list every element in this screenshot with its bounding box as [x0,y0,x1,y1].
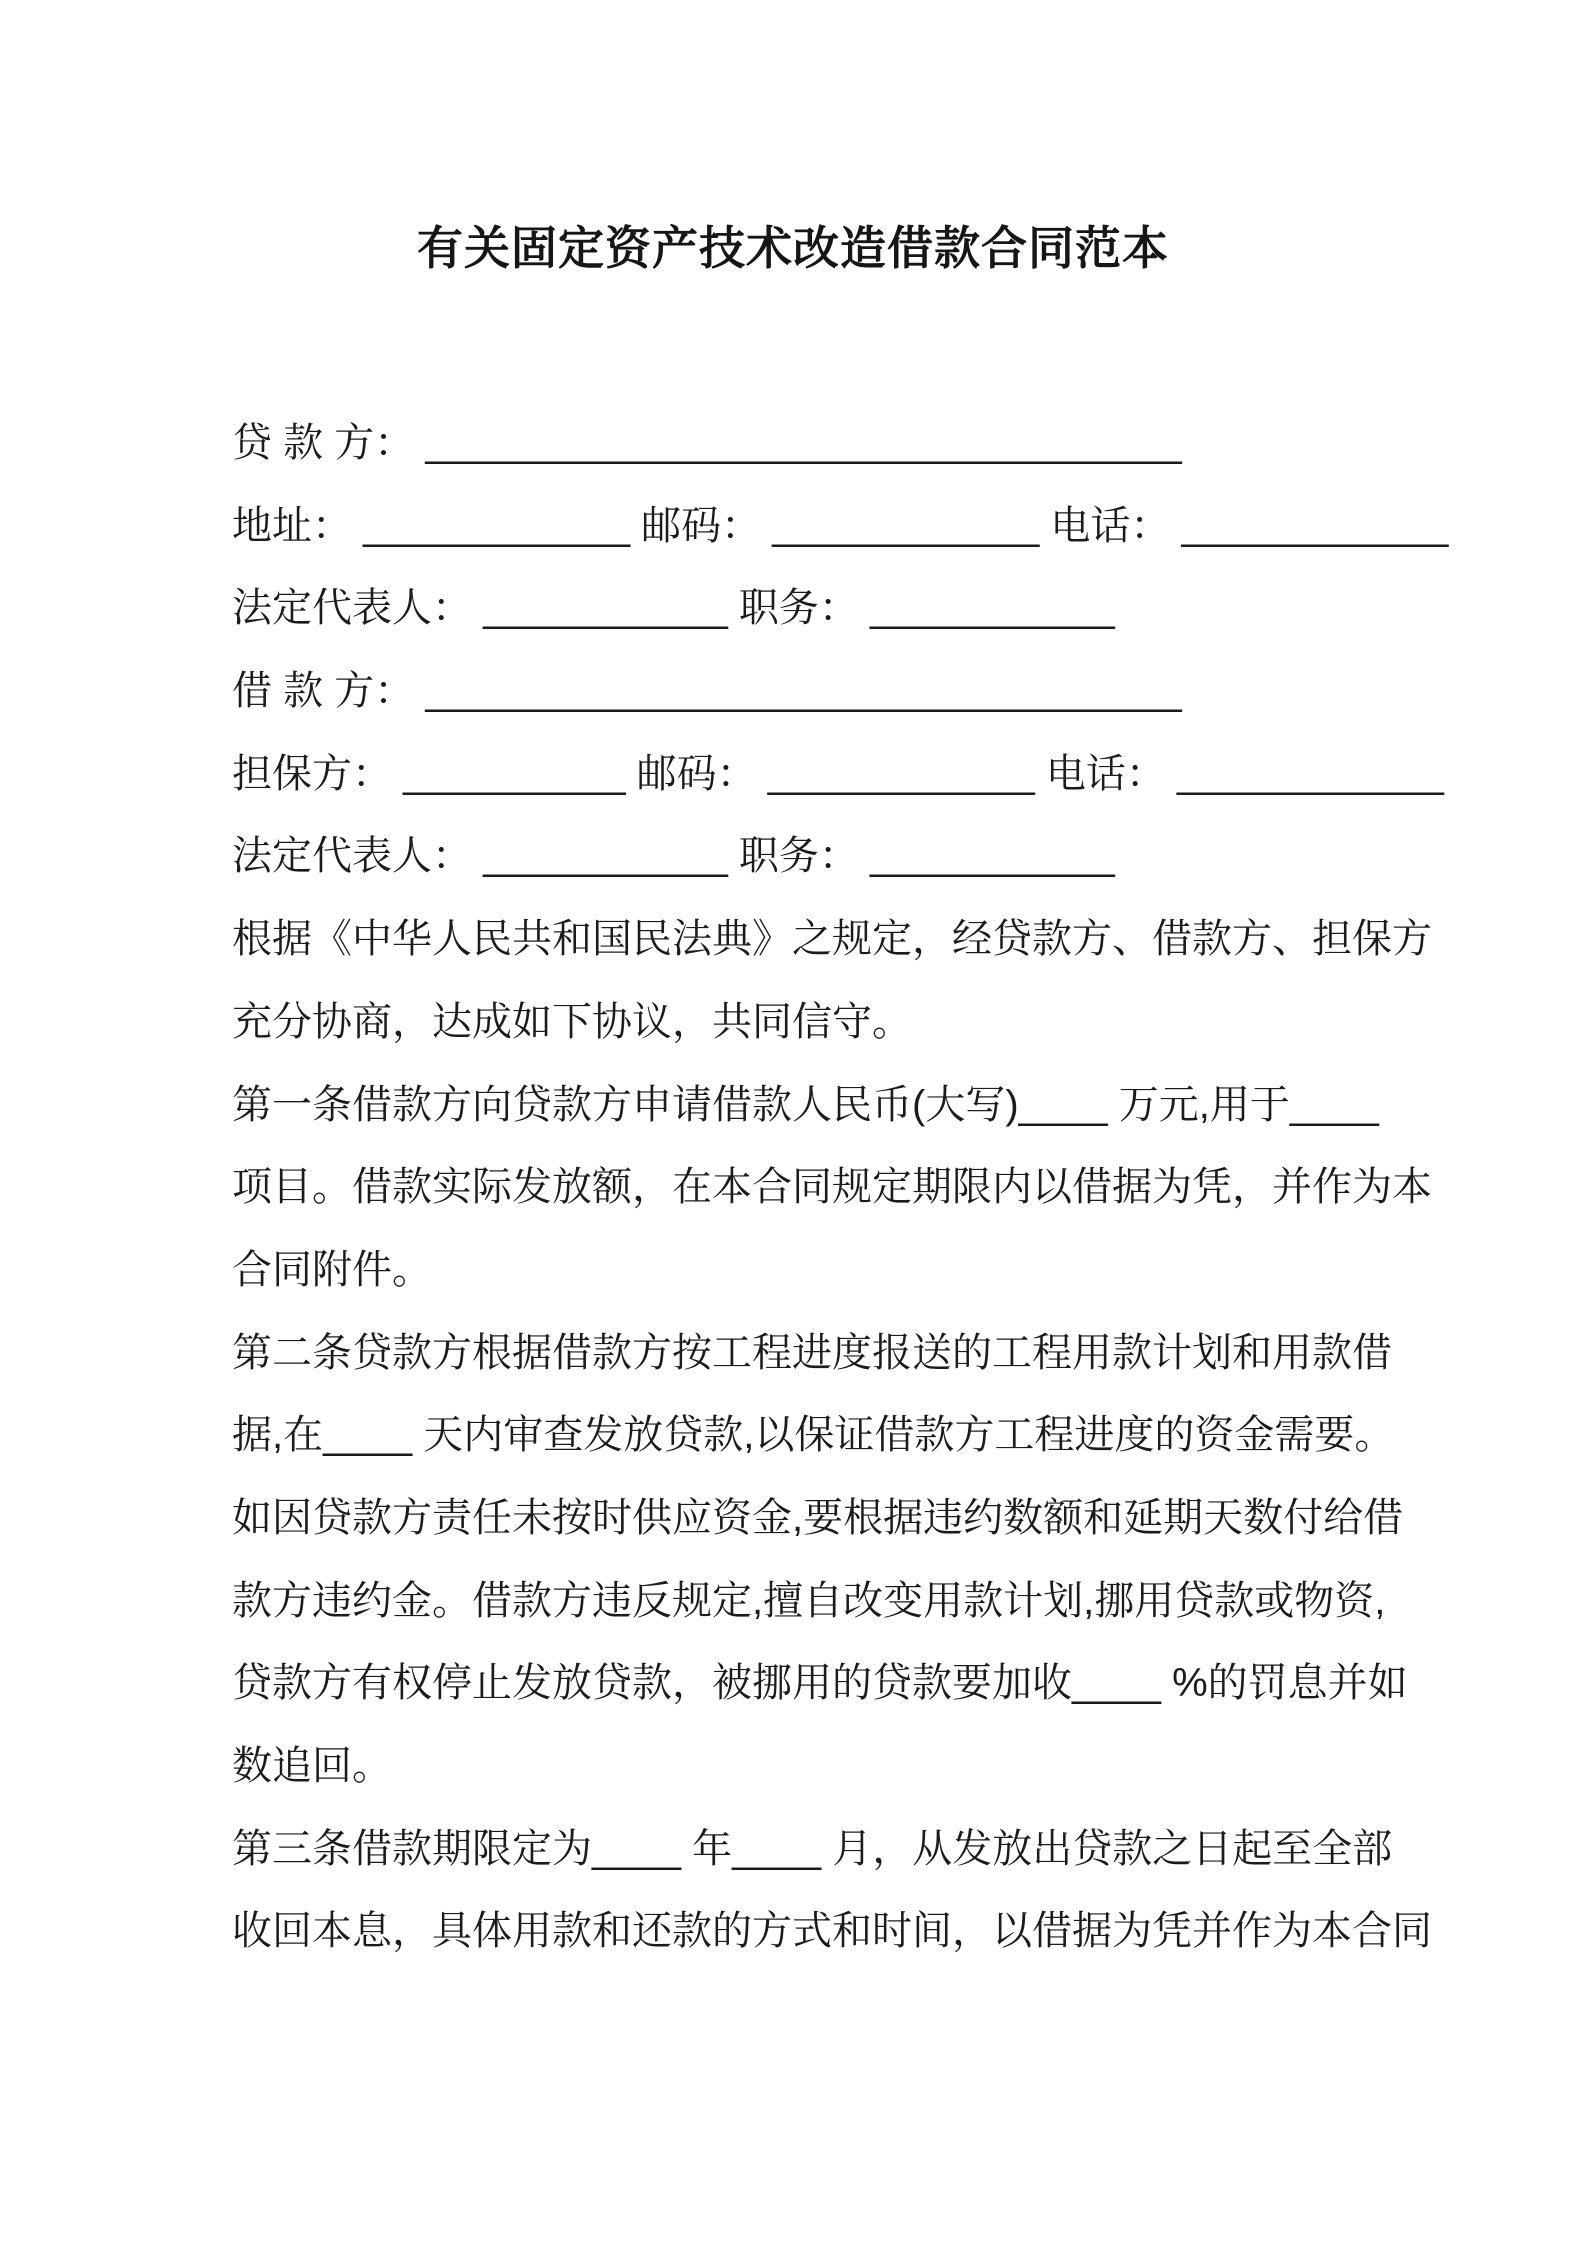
document-line-field-2: 地址： ____________ 邮码： ____________ 电话： ____________ [232,503,1449,548]
document-line-paragraph-16: 贷款方有权停止发放贷款，被挪用的贷款要加收____ %的罚息并如 [232,1661,1408,1706]
document-line-paragraph-19: 收回本息，具体用款和还款的方式和时间，以借据为凭并作为本合同 [232,1909,1432,1954]
document-line-field-4: 借 款 方： __________________________________ [232,669,1182,714]
document-line-field-1: 贷 款 方： __________________________________ [232,421,1182,465]
document-line-paragraph-14: 如因贷款方责任未按时供应资金,要根据违约数额和延期天数付给借 [232,1495,1404,1540]
document-line-field-3: 法定代表人： ___________ 职务： ___________ [232,586,1115,631]
document-line-paragraph-18: 第三条借款期限定为____ 年____ 月，从发放出贷款之日起至全部 [232,1826,1393,1871]
document-line-paragraph-11: 合同附件。 [232,1247,432,1292]
document-body [232,402,1492,1973]
document-line-paragraph-12: 第二条贷款方根据借款方按工程进度报送的工程用款计划和用款借 [232,1330,1392,1375]
document-line-paragraph-8: 充分协商，达成如下协议，共同信守。 [232,999,912,1044]
document-title: 有关固定资产技术改造借款合同范本 [417,222,1169,274]
document-line-paragraph-9: 第一条借款方向贷款方申请借款人民币(大写)____ 万元,用于____ [232,1082,1379,1127]
document-line-paragraph-13: 据,在____ 天内审查发放贷款,以保证借款方工程进度的资金需要。 [232,1413,1395,1458]
document-line-paragraph-17: 数追回。 [232,1744,392,1788]
document-line-field-6: 法定代表人： ___________ 职务： ___________ [232,834,1115,879]
document-line-paragraph-10: 项目。借款实际发放额，在本合同规定期限内以借据为凭，并作为本 [232,1165,1432,1210]
document-line-paragraph-7: 根据《中华人民共和国民法典》之规定，经贷款方、借款方、担保方 [232,917,1432,962]
document-line-field-5: 担保方： __________ 邮码： ____________ 电话： ____________ [232,751,1444,796]
document-line-paragraph-15: 款方违约金。借款方违反规定,擅自改变用款计划,挪用贷款或物资, [232,1578,1386,1623]
